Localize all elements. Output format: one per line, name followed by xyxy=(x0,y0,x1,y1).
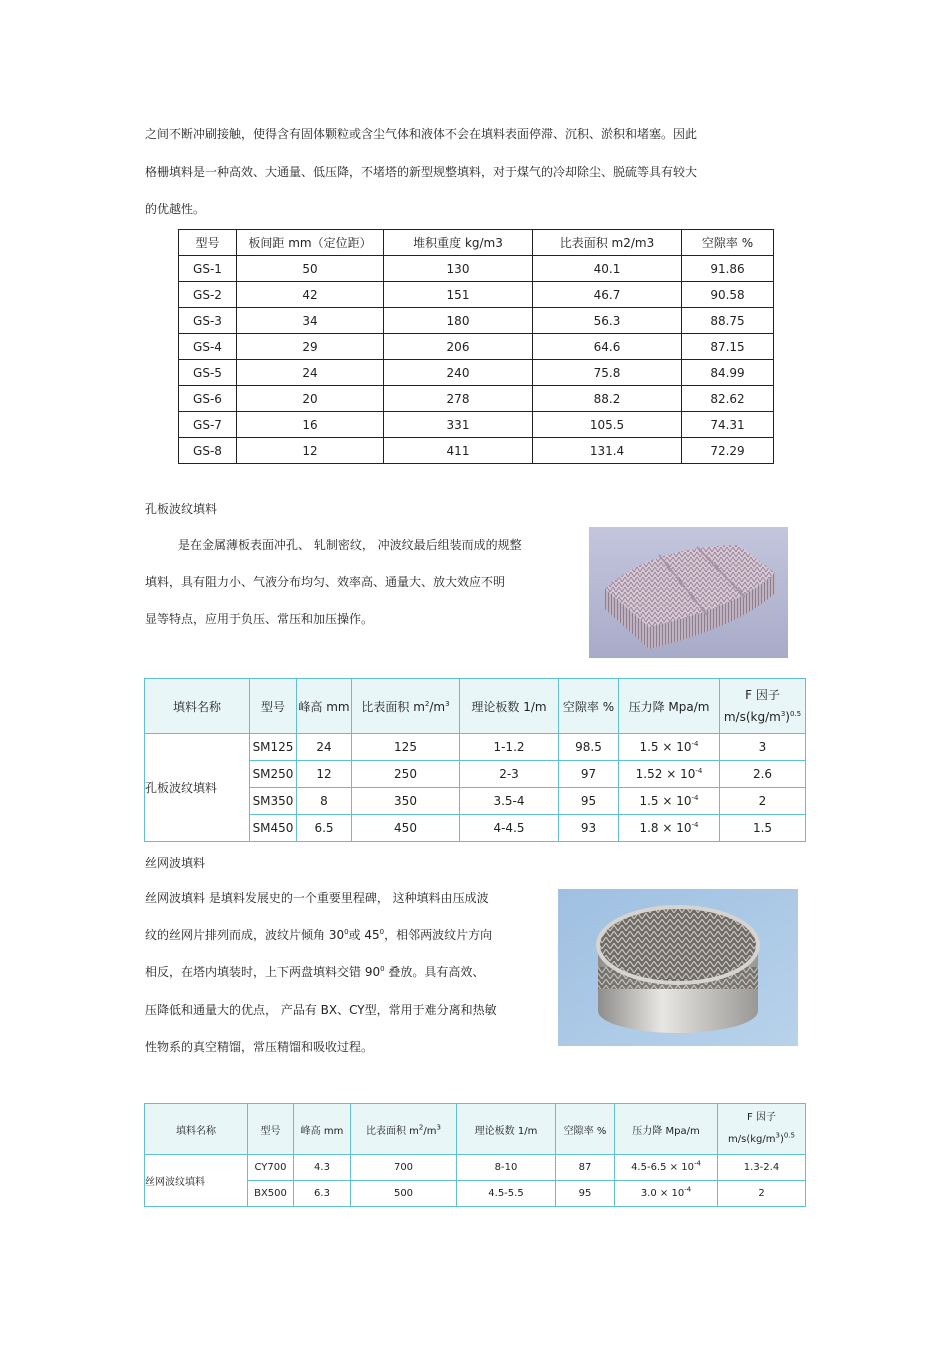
pressure-cell xyxy=(619,734,720,761)
table-cell: 88.75 xyxy=(682,308,774,334)
degree-mark: 0 xyxy=(380,965,385,973)
superscript: 0.5 xyxy=(789,710,802,718)
header-text: /m xyxy=(423,1125,437,1137)
table-cell: 40.1 xyxy=(533,256,682,282)
table-cell: 2 xyxy=(720,788,806,815)
section2-line-3: 显等特点，应用于负压、常压和加压操作。 xyxy=(145,612,374,626)
table-cell: 50 xyxy=(237,256,384,282)
table-cell: 12 xyxy=(237,438,384,464)
intro-line-2: 格栅填料是一种高效、大通量、低压降，不堵塔的新型规整填料，对于煤气的冷却除尘、脱硫等具有较大 xyxy=(145,165,698,179)
table-cell: 56.3 xyxy=(533,308,682,334)
table-cell: 82.62 xyxy=(682,386,774,412)
table-cell: 411 xyxy=(384,438,533,464)
table-row xyxy=(179,386,774,412)
table-cell: 95 xyxy=(559,788,619,815)
column-header: 填料名称 xyxy=(145,1104,248,1155)
table-cell: 8-10 xyxy=(457,1155,556,1181)
column-header: 比表面积 m2/m3 xyxy=(533,230,682,256)
superscript: 3 xyxy=(445,699,450,708)
table-cell: 24 xyxy=(297,734,352,761)
pressure-cell xyxy=(619,815,720,842)
superscript: -4 xyxy=(695,767,703,775)
section3-line-3 xyxy=(145,966,484,979)
superscript: 3 xyxy=(775,1131,780,1140)
column-header: 理论板数 1/m xyxy=(457,1104,556,1155)
table-cell: 34 xyxy=(237,308,384,334)
section3-line-4: 压降低和通量大的优点， 产品有 BX、CY型，常用于难分离和热敏 xyxy=(145,1003,497,1017)
superscript: 3 xyxy=(436,1123,441,1132)
table-cell: GS-3 xyxy=(179,308,237,334)
table-cell: 46.7 xyxy=(533,282,682,308)
table-cell: SM350 xyxy=(250,788,297,815)
table-cell: 29 xyxy=(237,334,384,360)
table-cell: 3 xyxy=(720,734,806,761)
table-cell: 3.5-4 xyxy=(460,788,559,815)
table-row xyxy=(179,282,774,308)
header-text: ) xyxy=(779,1134,784,1145)
table-cell: 1-1.2 xyxy=(460,734,559,761)
table-row xyxy=(179,412,774,438)
column-header-f-factor xyxy=(718,1104,806,1155)
section-heading-perforated: 孔板波纹填料 xyxy=(145,502,218,516)
table-cell: 93 xyxy=(559,815,619,842)
column-header: 填料名称 xyxy=(145,679,250,734)
header-text: m/s(kg/m xyxy=(723,710,781,724)
table-cell: SM250 xyxy=(250,761,297,788)
pressure-value: 1.52 × 10 xyxy=(635,767,696,781)
table-cell: 350 xyxy=(352,788,460,815)
section3-line-1: 丝网波填料 是填料发展史的一个重要里程碑， 这种填料由压成波 xyxy=(145,891,489,905)
table-cell: GS-6 xyxy=(179,386,237,412)
table-cell: 1.3-2.4 xyxy=(718,1155,806,1181)
table-cell: GS-4 xyxy=(179,334,237,360)
table-cell: 87.15 xyxy=(682,334,774,360)
table-cell: CY700 xyxy=(248,1155,294,1181)
table-cell: 64.6 xyxy=(533,334,682,360)
table-cell: 6.5 xyxy=(297,815,352,842)
header-text: /m xyxy=(429,699,446,714)
table-cell: GS-5 xyxy=(179,360,237,386)
table-row xyxy=(179,308,774,334)
pressure-value: 4.5-6.5 × 10 xyxy=(631,1162,694,1173)
table-cell: 91.86 xyxy=(682,256,774,282)
section-heading-wire-mesh: 丝网波填料 xyxy=(145,856,206,870)
table-cell: 1.5 xyxy=(720,815,806,842)
column-header: 型号 xyxy=(179,230,237,256)
table-cell: 2-3 xyxy=(460,761,559,788)
table-cell: 250 xyxy=(352,761,460,788)
table-header-row xyxy=(145,1104,806,1155)
table-cell: 2 xyxy=(718,1181,806,1207)
text-fragment: 纹的丝网片排列而成，波纹片倾角 30 xyxy=(145,928,345,942)
table-row xyxy=(179,256,774,282)
table-cell: 97 xyxy=(559,761,619,788)
column-header: 型号 xyxy=(248,1104,294,1155)
column-header: 板间距 mm（定位距） xyxy=(237,230,384,256)
table-cell: 12 xyxy=(297,761,352,788)
table-cell: 105.5 xyxy=(533,412,682,438)
table-cell: 84.99 xyxy=(682,360,774,386)
text-fragment: 或 45 xyxy=(348,928,380,942)
pressure-value: 1.5 × 10 xyxy=(639,794,692,808)
group-name-cell: 孔板波纹填料 xyxy=(145,734,250,842)
table-cell: 42 xyxy=(237,282,384,308)
table-row xyxy=(145,734,806,761)
table-cell: 206 xyxy=(384,334,533,360)
superscript: -4 xyxy=(693,1159,701,1168)
column-header: 堆积重度 kg/m3 xyxy=(384,230,533,256)
wire-mesh-packing-photo xyxy=(558,889,798,1046)
table-cell: SM450 xyxy=(250,815,297,842)
table-cell: BX500 xyxy=(248,1181,294,1207)
table-cell: 20 xyxy=(237,386,384,412)
column-header: 压力降 Mpa/m xyxy=(615,1104,718,1155)
column-header: 理论板数 1/m xyxy=(460,679,559,734)
table-row xyxy=(179,334,774,360)
text-fragment: 相反，在塔内填装时，上下两盘填料交错 90 xyxy=(145,965,381,979)
table-cell: 95 xyxy=(556,1181,615,1207)
table-cell: 450 xyxy=(352,815,460,842)
superscript: -4 xyxy=(691,794,699,802)
column-header: 压力降 Mpa/m xyxy=(619,679,720,734)
superscript: -4 xyxy=(691,740,699,748)
intro-line-1: 之间不断冲刷接触，使得含有固体颗粒或含尘气体和液体不会在填料表面停滞、沉积、淤积和堵塞。因此 xyxy=(145,127,698,141)
column-header-area xyxy=(352,679,460,734)
table-cell: GS-2 xyxy=(179,282,237,308)
table-row xyxy=(179,438,774,464)
table-cell: 240 xyxy=(384,360,533,386)
table-cell: 2.6 xyxy=(720,761,806,788)
table-cell: 87 xyxy=(556,1155,615,1181)
table-cell: 6.3 xyxy=(294,1181,351,1207)
table-cell: GS-8 xyxy=(179,438,237,464)
table-cell: 4-4.5 xyxy=(460,815,559,842)
column-header-f-factor xyxy=(720,679,806,734)
table-cell: 24 xyxy=(237,360,384,386)
superscript: 2 xyxy=(418,1123,424,1132)
column-header: 峰高 mm xyxy=(294,1104,351,1155)
table-cell: 500 xyxy=(351,1181,457,1207)
table-cell: 72.29 xyxy=(682,438,774,464)
degree-mark: 0 xyxy=(379,928,385,936)
intro-line-3: 的优越性。 xyxy=(145,202,206,216)
table-cell: 16 xyxy=(237,412,384,438)
perforated-packing-photo xyxy=(589,527,788,658)
table-cell: 130 xyxy=(384,256,533,282)
table-cell: 98.5 xyxy=(559,734,619,761)
table-cell: 4.3 xyxy=(294,1155,351,1181)
pressure-cell xyxy=(615,1155,718,1181)
superscript: 3 xyxy=(780,710,786,718)
section3-line-2 xyxy=(145,929,492,942)
table-cell: 125 xyxy=(352,734,460,761)
table-cell: 4.5-5.5 xyxy=(457,1181,556,1207)
header-text: ) xyxy=(785,710,790,724)
perforated-packing-table xyxy=(144,678,806,842)
table-cell: 131.4 xyxy=(533,438,682,464)
text-fragment: 叠放。具有高效、 xyxy=(384,965,485,979)
table-cell: GS-1 xyxy=(179,256,237,282)
table-header-row xyxy=(179,230,774,256)
table-cell: 151 xyxy=(384,282,533,308)
column-header: 空隙率 % xyxy=(559,679,619,734)
table-cell: 700 xyxy=(351,1155,457,1181)
pressure-cell xyxy=(615,1181,718,1207)
table-cell: 74.31 xyxy=(682,412,774,438)
header-text: m/s(kg/m xyxy=(728,1134,776,1145)
column-header: 空隙率 % xyxy=(556,1104,615,1155)
header-text: 比表面积 m xyxy=(361,699,425,714)
pressure-cell xyxy=(619,788,720,815)
table-cell: 8 xyxy=(297,788,352,815)
table-cell: 75.8 xyxy=(533,360,682,386)
superscript: 2 xyxy=(424,699,430,708)
table-header-row xyxy=(145,679,806,734)
column-header: 空隙率 % xyxy=(682,230,774,256)
group-name-cell: 丝网波纹填料 xyxy=(145,1155,248,1207)
table-row xyxy=(179,360,774,386)
section2-line-1: 是在金属薄板表面冲孔、 轧制密纹， 冲波纹最后组装而成的规整 xyxy=(178,538,522,552)
pressure-value: 3.0 × 10 xyxy=(640,1188,685,1199)
column-header: 型号 xyxy=(250,679,297,734)
pressure-value: 1.8 × 10 xyxy=(639,821,692,835)
table-cell: 331 xyxy=(384,412,533,438)
column-header: 峰高 mm xyxy=(297,679,352,734)
table-cell: 90.58 xyxy=(682,282,774,308)
table-cell: 278 xyxy=(384,386,533,412)
header-text: F 因子 xyxy=(745,688,780,702)
table-cell: 88.2 xyxy=(533,386,682,412)
pressure-cell xyxy=(619,761,720,788)
pressure-value: 1.5 × 10 xyxy=(639,740,692,754)
grid-packing-table xyxy=(178,229,774,464)
wire-mesh-packing-table xyxy=(144,1103,806,1207)
table-cell: 180 xyxy=(384,308,533,334)
superscript: -4 xyxy=(684,1185,692,1194)
header-text: F 因子 xyxy=(747,1112,776,1123)
text-fragment: ，相邻两波纹片方向 xyxy=(384,928,493,942)
superscript: -4 xyxy=(691,821,699,829)
column-header-area xyxy=(351,1104,457,1155)
table-cell: SM125 xyxy=(250,734,297,761)
degree-mark: 0 xyxy=(344,928,349,936)
table-row xyxy=(145,1155,806,1181)
header-text: 比表面积 m xyxy=(366,1125,419,1137)
table-cell: GS-7 xyxy=(179,412,237,438)
superscript: 0.5 xyxy=(783,1131,795,1140)
section3-line-5: 性物系的真空精馏，常压精馏和吸收过程。 xyxy=(145,1040,374,1054)
section2-line-2: 填料，具有阻力小、气液分布均匀、效率高、通量大、放大效应不明 xyxy=(145,575,506,589)
